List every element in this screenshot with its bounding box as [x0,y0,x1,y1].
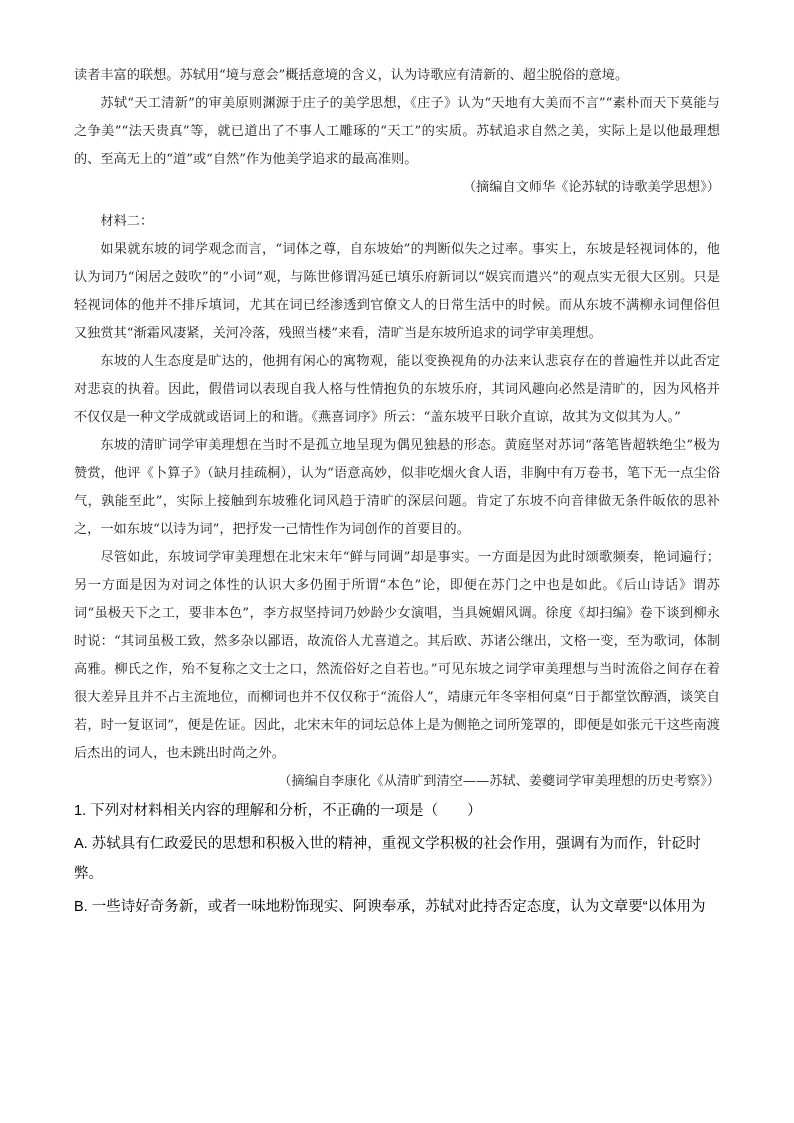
document-body [74,62,720,922]
material2-paragraph-2: 东坡的人生态度是旷达的，他拥有闲心的寓物观，能以变换视角的办法来认悲哀存在的普遍性并以此否定对悲哀的执着。因此，假借词以表现自我人格与性情抱负的东坡乐府，其词风趣向必然是清旷的，因为风格并不仅仅是一种文学成就或语词上的和谐。《燕喜词序》所云：“盖东坡平日耿介直谅，故其为文似其为人。” [74,354,720,425]
question-1-stem: 1. 下列对材料相关内容的理解和分析，不正确的一项是（ ） [74,803,482,819]
material2-paragraph-1: 如果就东坡的词学观念而言，“词体之尊，自东坡始”的判断似失之过率。事实上，东坡是轻视词体的，他认为词乃“闲居之鼓吹”的“小词”观，与陈世修谓冯延已填乐府新词以“娱宾而遣兴”的观点实无很大区别。只是轻视词体的他并不排斥填词，尤其在词已经渗透到官僚文人的日常生活中的时候。而从东坡不满柳永词俚俗但又独赏其“渐霜风凄紧，关河冷落，残照当楼”来看，清旷当是东坡所追求的词学审美理想。 [74,242,720,341]
material1-paragraph-tail: 读者丰富的联想。苏轼用“境与意会”概括意境的含义，认为诗歌应有清新的、超尘脱俗的意境。 [74,68,629,83]
material1-paragraph-tiangong: 苏轼“天工清新”的审美原则渊源于庄子的美学思想，《庄子》认为“天地有大美而不言”“素朴而天下莫能与之争美”“法天贵真”等，就已道出了不事人工雕琢的“天工”的实质。苏轼追求自然之美，实际上是以他最理想的、至高无上的“道”或“自然”作为他美学追求的最高准则。 [74,96,720,167]
material2-citation: （摘编自李康化《从清旷到清空——苏轼、姜夔词学审美理想的历史考察》） [278,774,720,789]
question-1-option-b: B. 一些诗好奇务新，或者一味地粉饰现实、阿谀奉承，苏轼对此持否定态度，认为文章要“以体用为 [74,899,706,915]
material2-paragraph-3: 东坡的清旷词学审美理想在当时不是孤立地呈现为偶见独悬的形态。黄庭坚对苏词“落笔皆超轶绝尘”极为赞赏，他评《卜算子》（缺月挂疏桐），认为“语意高妙，似非吃烟火食人语，非胸中有万卷书，笔下无一点尘俗气，孰能至此”，实际上接触到东坡雅化词风趋于清旷的深层问题。肯定了东坡不向音律做无条件皈依的思补之，一如东坡“以诗为词”，把抒发一己情性作为词创作的首要目的。 [74,438,720,537]
material1-citation: （摘编自文师华《论苏轼的诗歌美学思想》） [462,180,720,195]
material2-paragraph-4: 尽管如此，东坡词学审美理想在北宋末年“鲜与同调”却是事实。一方面是因为此时颂歌频奏，艳词遍行；另一方面是因为对词之体性的认识大多仍囿于所谓“本色”论，即便在苏门之中也是如此。《后山诗话》谓苏词“虽极天下之工，要非本色”，李方叔坚持词乃妙龄少女演唱，当具婉媚风调。徐度《却扫编》卷下谈到柳永时说：“其词虽极工致，然多杂以鄙语，故流俗人尤喜道之。其后欧、苏诸公继出，文格一变，至为歌词，体制高雅。柳氏之作，殆不复称之文士之口，然流俗好之自若也。”可见东坡之词学审美理想与当时流俗之间存在着很大差异且并不占主流地位，而柳词也并不仅仅称于“流俗人”，靖康元年冬宰相何桌“日于都堂饮醇酒，谈笑自若，时一复讴词”，便是佐证。因此，北宋末年的词坛总体上是为侧艳之词所笼罩的，即便是如张元干这些南渡后杰出的词人，也未跳出时尚之外。 [74,550,720,761]
material2-heading: 材料二： [100,214,154,229]
question-1-option-a: A. 苏轼具有仁政爱民的思想和积极入世的精神，重视文学积极的社会作用，强调有为而作，针砭时弊。 [74,836,701,882]
